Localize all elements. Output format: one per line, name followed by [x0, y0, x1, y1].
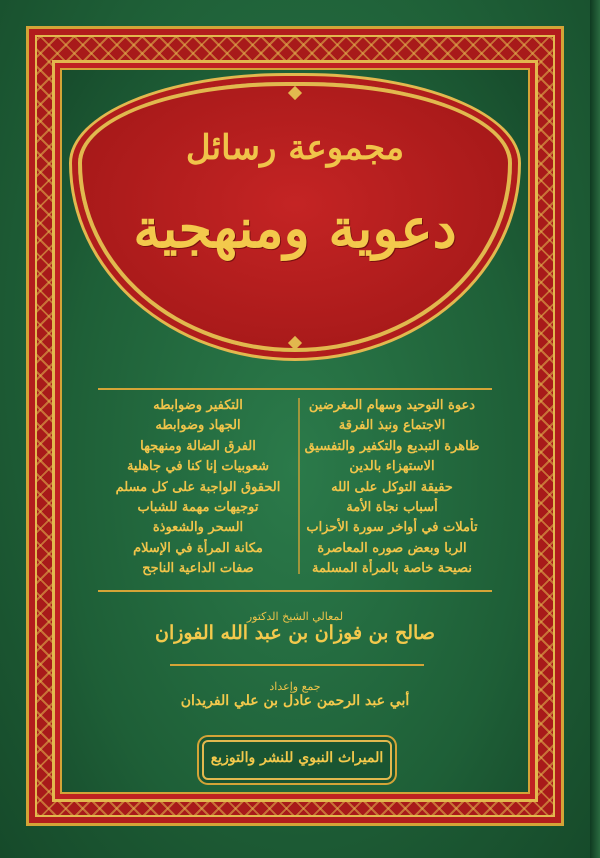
topic-item: الجهاد وضوابطه [155, 418, 241, 434]
topic-item: الحقوق الواجبة على كل مسلم [115, 479, 281, 495]
topic-item: نصيحة خاصة بالمرأة المسلمة [312, 561, 472, 577]
topic-item: مكانة المرأة في الإسلام [133, 540, 263, 556]
topic-item: توجيهات مهمة للشباب [137, 500, 259, 516]
topic-item: حقيقة التوكل على الله [331, 479, 453, 495]
spine-edge [590, 0, 600, 858]
topic-item: السحر والشعوذة [152, 520, 244, 536]
collection-title: مجموعة رسائل [185, 128, 405, 168]
author-name: صالح بن فوزان بن عبد الله الفوزان [155, 622, 435, 644]
topic-item: دعوة التوحيد وسهام المغرضين [308, 398, 476, 413]
compiler-label: جمع وإعداد [269, 680, 321, 693]
topic-item: تأملات في أواخر سورة الأحزاب [306, 520, 478, 536]
main-title: دعوية ومنهجية [133, 196, 457, 260]
author-rule [170, 664, 424, 666]
topic-item: أسباب نجاة الأمة [346, 500, 438, 516]
topics-top-rule [98, 388, 492, 390]
topics-list-right [292, 396, 492, 580]
topic-item: الاجتماع ونبذ الفرقة [338, 418, 446, 434]
compiler-name: أبي عبد الرحمن عادل بن علي الفريدان [180, 693, 410, 709]
topics-divider [298, 398, 300, 574]
publisher-name: الميراث النبوي للنشر والتوزيع [210, 750, 384, 766]
topic-item: التكفير وضوابطه [153, 398, 243, 413]
topic-item: شعوبيات إنا كنا في جاهلية [126, 459, 270, 475]
topic-item: ظاهرة التبديع والتكفير والتفسيق [304, 438, 480, 454]
topic-item: الربا وبعض صوره المعاصرة [317, 540, 467, 556]
topic-item: الاستهزاء بالدين [349, 459, 435, 475]
byline-label: لمعالي الشيخ الدكتور [246, 610, 344, 623]
topic-item: الفرق الضالة ومنهجها [140, 438, 256, 454]
topics-list-left [98, 396, 298, 580]
topic-item: صفات الداعية الناجح [142, 561, 254, 577]
topics-bottom-rule [98, 590, 492, 592]
